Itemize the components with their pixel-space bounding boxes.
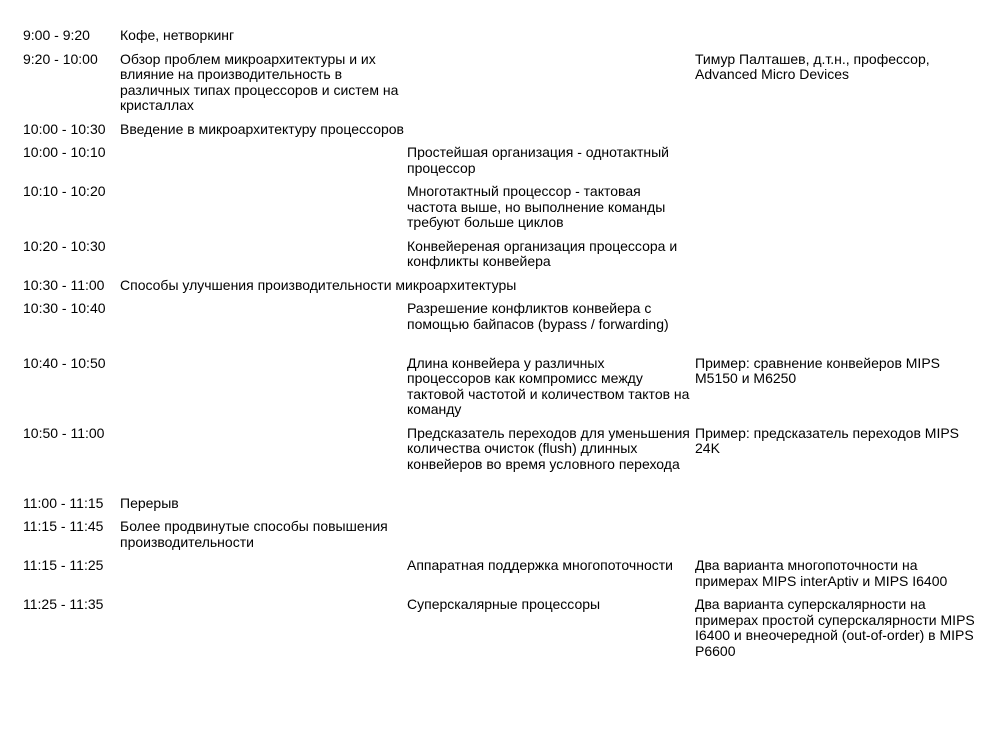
schedule-row: [23, 496, 983, 512]
row-subtopic: Аппаратная поддержка многопоточности: [407, 557, 673, 573]
row-subtopic: Простейшая организация - однотактный процессор: [407, 144, 669, 176]
row-topic: Кофе, нетворкинг: [120, 27, 235, 43]
row-note: Пример: сравнение конвейеров MIPS M5150 и M6250: [695, 354, 940, 386]
schedule-row: [23, 122, 983, 138]
row-time: 11:25 - 11:35: [23, 596, 104, 612]
row-time: 10:30 - 10:40: [23, 300, 106, 316]
schedule-row: [23, 597, 983, 659]
row-note: Тимур Палташев, д.т.н., профессор, Advanced Micro Devices: [695, 50, 930, 82]
schedule: [23, 28, 983, 667]
schedule-row: [23, 52, 983, 114]
schedule-row: [23, 184, 983, 231]
row-subtopic: Длина конвейера у различных процессоров как компромисс между тактовой частотой и количеством тактов на команду: [407, 354, 690, 417]
schedule-row: [23, 426, 983, 488]
schedule-row: [23, 356, 983, 418]
schedule-row: [23, 519, 983, 550]
schedule-row: [23, 301, 983, 348]
row-topic: Обзор проблем микроархитектуры и их влияние на производительность в различных типах процессоров и систем на кристаллах: [120, 50, 399, 113]
row-time: 9:20 - 10:00: [23, 50, 98, 67]
row-time: 10:20 - 10:30: [23, 237, 106, 254]
schedule-row: [23, 145, 983, 176]
row-time: 11:15 - 11:45: [23, 518, 104, 534]
row-note: Пример: предсказатель переходов MIPS 24K: [695, 424, 960, 456]
row-topic: Более продвинутые способы повышения производительности: [120, 518, 388, 550]
schedule-row: [23, 239, 983, 270]
row-time: 10:50 - 11:00: [23, 424, 105, 441]
schedule-row: [23, 278, 983, 294]
row-subtopic: Разрешение конфликтов конвейера с помощью байпасов (bypass / forwarding): [407, 300, 669, 332]
row-subtopic: Многотактный процессор - тактовая частота выше, но выполнение команды требуют больше циклов: [407, 183, 666, 230]
row-time: 11:15 - 11:25: [23, 557, 104, 573]
row-time: 11:00 - 11:15: [23, 494, 104, 511]
schedule-row: [23, 558, 983, 589]
row-time: 10:00 - 10:10: [23, 144, 106, 160]
row-time: 10:30 - 11:00: [23, 276, 105, 293]
row-subtopic: Конвейереная организация процессора и конфликты конвейера: [407, 237, 678, 269]
row-time: 10:00 - 10:30: [23, 120, 106, 137]
row-note: Два варианта суперскалярности на примерах простой суперскалярности MIPS I6400 и внеочередной (out-of-order) в MIPS P6600: [695, 596, 975, 659]
row-topic: Введение в микроархитектуру процессоров: [120, 120, 404, 137]
row-time: 10:10 - 10:20: [23, 183, 106, 199]
row-subtopic: Суперскалярные процессоры: [407, 596, 601, 612]
row-topic: Перерыв: [120, 494, 179, 511]
row-time: 10:40 - 10:50: [23, 354, 106, 371]
schedule-row: [23, 28, 983, 44]
row-subtopic: Предсказатель переходов для уменьшения количества очисток (flush) длинных конвейеров во время условного перехода: [407, 424, 690, 472]
row-time: 9:00 - 9:20: [23, 27, 90, 43]
row-topic: Способы улучшения производительности микроархитектуры: [120, 276, 517, 293]
row-note: Два варианта многопоточности на примерах MIPS interAptiv и MIPS I6400: [695, 557, 948, 589]
